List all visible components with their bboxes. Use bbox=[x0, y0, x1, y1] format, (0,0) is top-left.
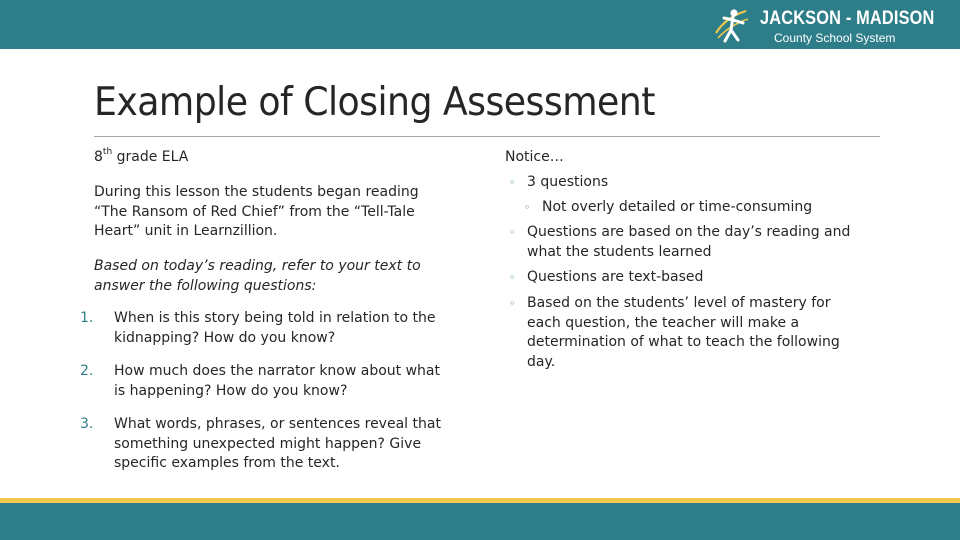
grade-number: 8 bbox=[94, 149, 103, 165]
slide-title: Example of Closing Assessment bbox=[94, 80, 655, 125]
question-prompt: Based on today’s reading, refer to your text to answer the following questions: bbox=[94, 258, 421, 294]
question-number: 3. bbox=[80, 416, 94, 432]
notice-item-text: Questions are text-based bbox=[527, 269, 704, 285]
notice-item-text: Based on the students’ level of mastery for each question, the teacher will make a determination of what to teach the following day. bbox=[527, 295, 840, 370]
question-number: 2. bbox=[80, 363, 94, 379]
notice-item-text: Questions are based on the day’s reading and what the students learned bbox=[527, 224, 851, 260]
lesson-intro: During this lesson the students began reading “The Ransom of Red Chief” from the “Tell-Tale Heart” unit in Learnzillion. bbox=[94, 184, 419, 239]
logo-subtitle: County School System bbox=[774, 31, 896, 45]
runner-figure-icon bbox=[712, 3, 752, 47]
bullet-icon: ◦ bbox=[509, 226, 516, 239]
notice-item bbox=[509, 173, 867, 193]
bullet-icon: ◦ bbox=[509, 297, 516, 310]
footer-bar bbox=[0, 503, 960, 540]
bullet-icon: ◦ bbox=[509, 271, 516, 284]
grade-label bbox=[94, 148, 188, 168]
grade-suffix: th bbox=[102, 147, 113, 158]
grade-subject: grade ELA bbox=[112, 149, 189, 165]
question-text: What words, phrases, or sentences reveal that something unexpected might happen? Give specific examples from the text. bbox=[114, 416, 441, 471]
bullet-icon: ◦ bbox=[524, 201, 531, 214]
notice-item bbox=[509, 268, 867, 288]
notice-item bbox=[509, 223, 867, 262]
question-number: 1. bbox=[80, 310, 94, 326]
logo-name: JACKSON - MADISON bbox=[760, 8, 935, 29]
question-text: When is this story being told in relation to the kidnapping? How do you know? bbox=[114, 310, 436, 346]
header-bar bbox=[0, 0, 960, 49]
notice-item bbox=[509, 294, 867, 372]
notice-subitem bbox=[524, 198, 882, 218]
question-text: How much does the narrator know about what is happening? How do you know? bbox=[114, 363, 440, 399]
notice-item-text: 3 questions bbox=[527, 174, 609, 190]
district-logo bbox=[712, 3, 952, 47]
notice-item-text: Not overly detailed or time-consuming bbox=[542, 199, 813, 215]
title-divider bbox=[94, 136, 880, 137]
notice-heading: Notice… bbox=[505, 149, 564, 165]
bullet-icon: ◦ bbox=[509, 176, 516, 189]
